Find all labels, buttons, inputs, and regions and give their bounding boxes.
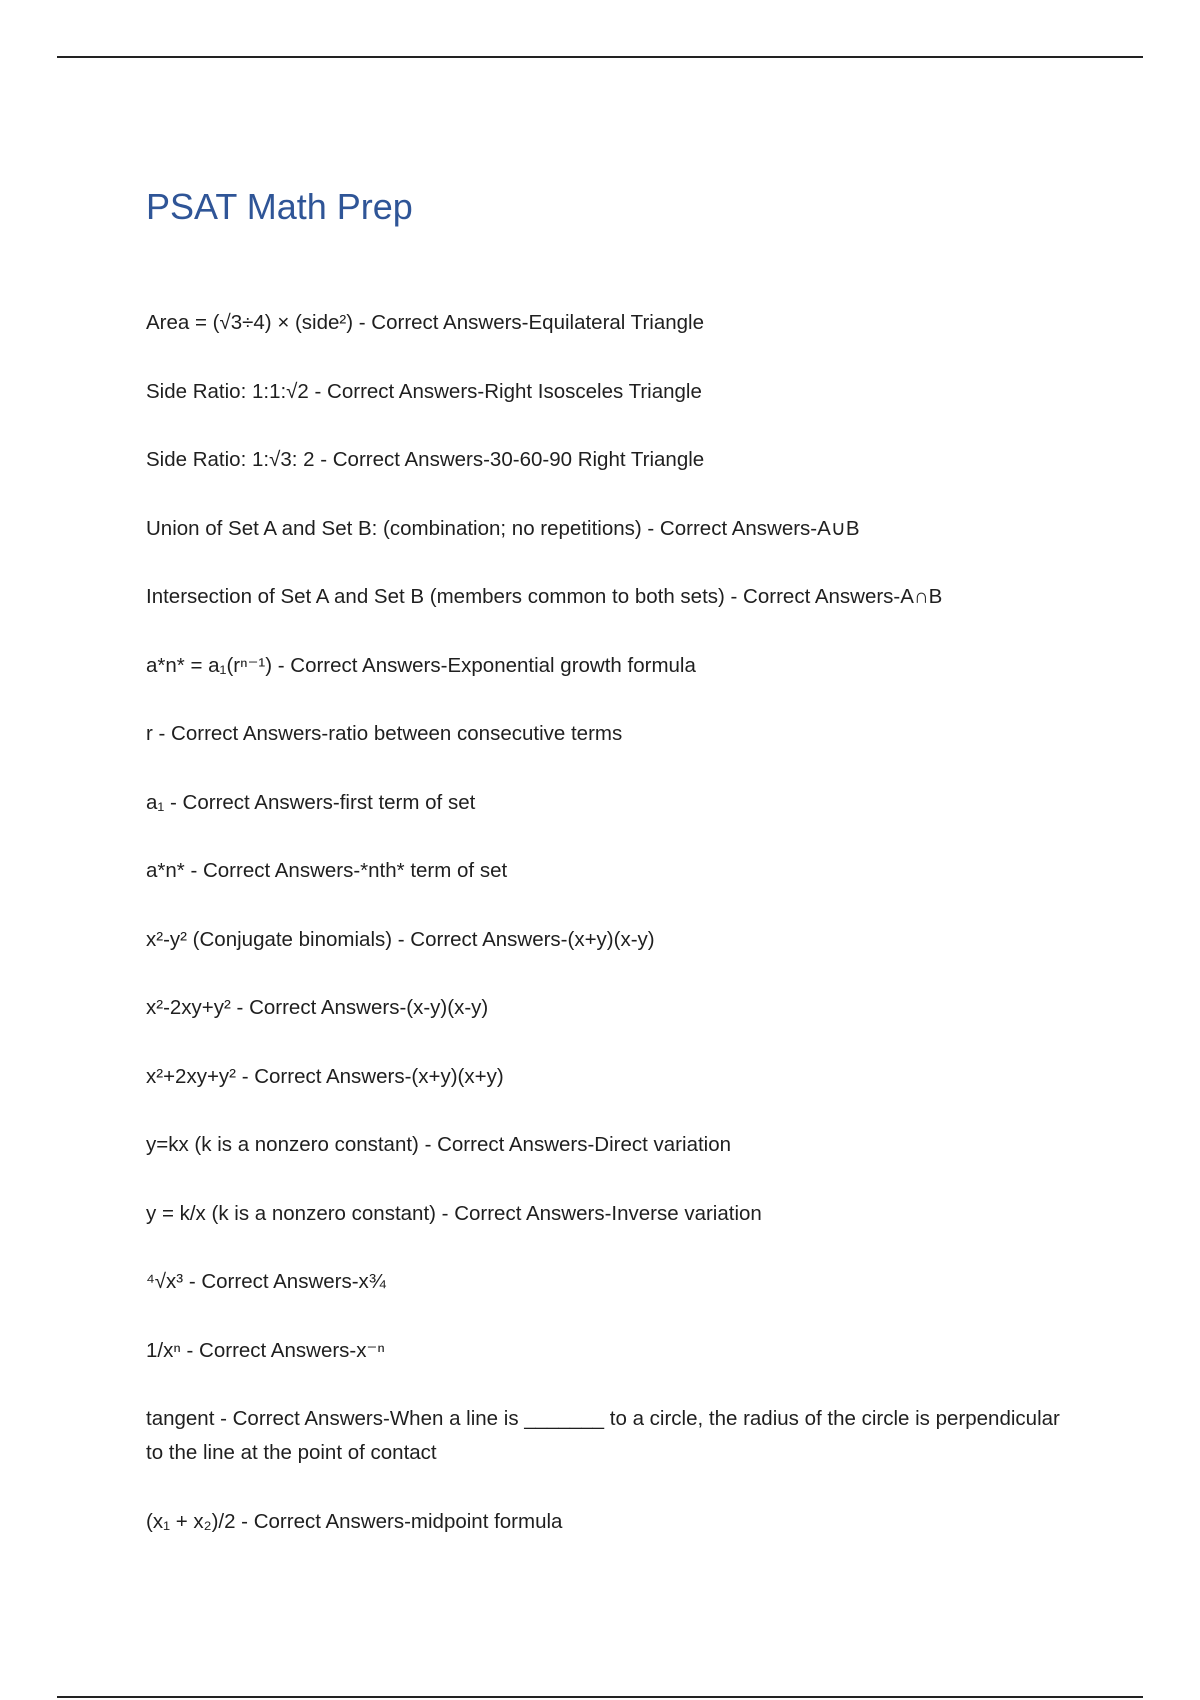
flashcard-entry: Side Ratio: 1:√3: 2 - Correct Answers-30-60-90 Right Triangle — [146, 448, 705, 471]
flashcard-entry: x²-2xy+y² - Correct Answers-(x-y)(x-y) — [146, 996, 489, 1019]
flashcard-entry: ⁴√x³ - Correct Answers-x¾ — [146, 1270, 386, 1293]
flashcard-entry: y=kx (k is a nonzero constant) - Correct Answers-Direct variation — [146, 1133, 732, 1156]
flashcard-entry: x²-y² (Conjugate binomials) - Correct Answers-(x+y)(x-y) — [146, 927, 655, 951]
flashcard-entry: y = k/x (k is a nonzero constant) - Correct Answers-Inverse variation — [146, 1201, 762, 1225]
flashcard-entry: Intersection of Set A and Set B (members common to both sets) - Correct Answers-A∩B — [146, 585, 943, 608]
footer-rule — [57, 1696, 1143, 1698]
flashcard-entry: r - Correct Answers-ratio between consecutive terms — [146, 722, 623, 745]
flashcard-entry: 1/xⁿ - Correct Answers-x⁻ⁿ — [146, 1338, 385, 1362]
header-rule — [57, 56, 1143, 58]
flashcard-entry: Area = (√3÷4) × (side²) - Correct Answers-Equilateral Triangle — [146, 311, 704, 334]
flashcard-entry: tangent - Correct Answers-When a line is _______ to a circle, the radius of the circle is perpendicular to the line at the point of contact — [146, 1407, 1060, 1464]
flashcard-list — [146, 306, 1066, 1573]
flashcard-entry: Union of Set A and Set B: (combination; no repetitions) - Correct Answers-A∪B — [146, 516, 860, 540]
flashcard-entry: a*n* = a₁(rⁿ⁻¹) - Correct Answers-Exponential growth formula — [146, 653, 696, 677]
flashcard-entry: a₁ - Correct Answers-first term of set — [146, 790, 476, 814]
flashcard-entry: a*n* - Correct Answers-*nth* term of set — [146, 859, 508, 882]
document-title: PSAT Math Prep — [146, 186, 413, 227]
flashcard-entry: Side Ratio: 1:1:√2 - Correct Answers-Right Isosceles Triangle — [146, 379, 702, 403]
page-content — [146, 185, 1066, 1533]
flashcard-entry: x²+2xy+y² - Correct Answers-(x+y)(x+y) — [146, 1064, 504, 1088]
flashcard-entry: (x₁ + x₂)/2 - Correct Answers-midpoint formula — [146, 1509, 563, 1533]
